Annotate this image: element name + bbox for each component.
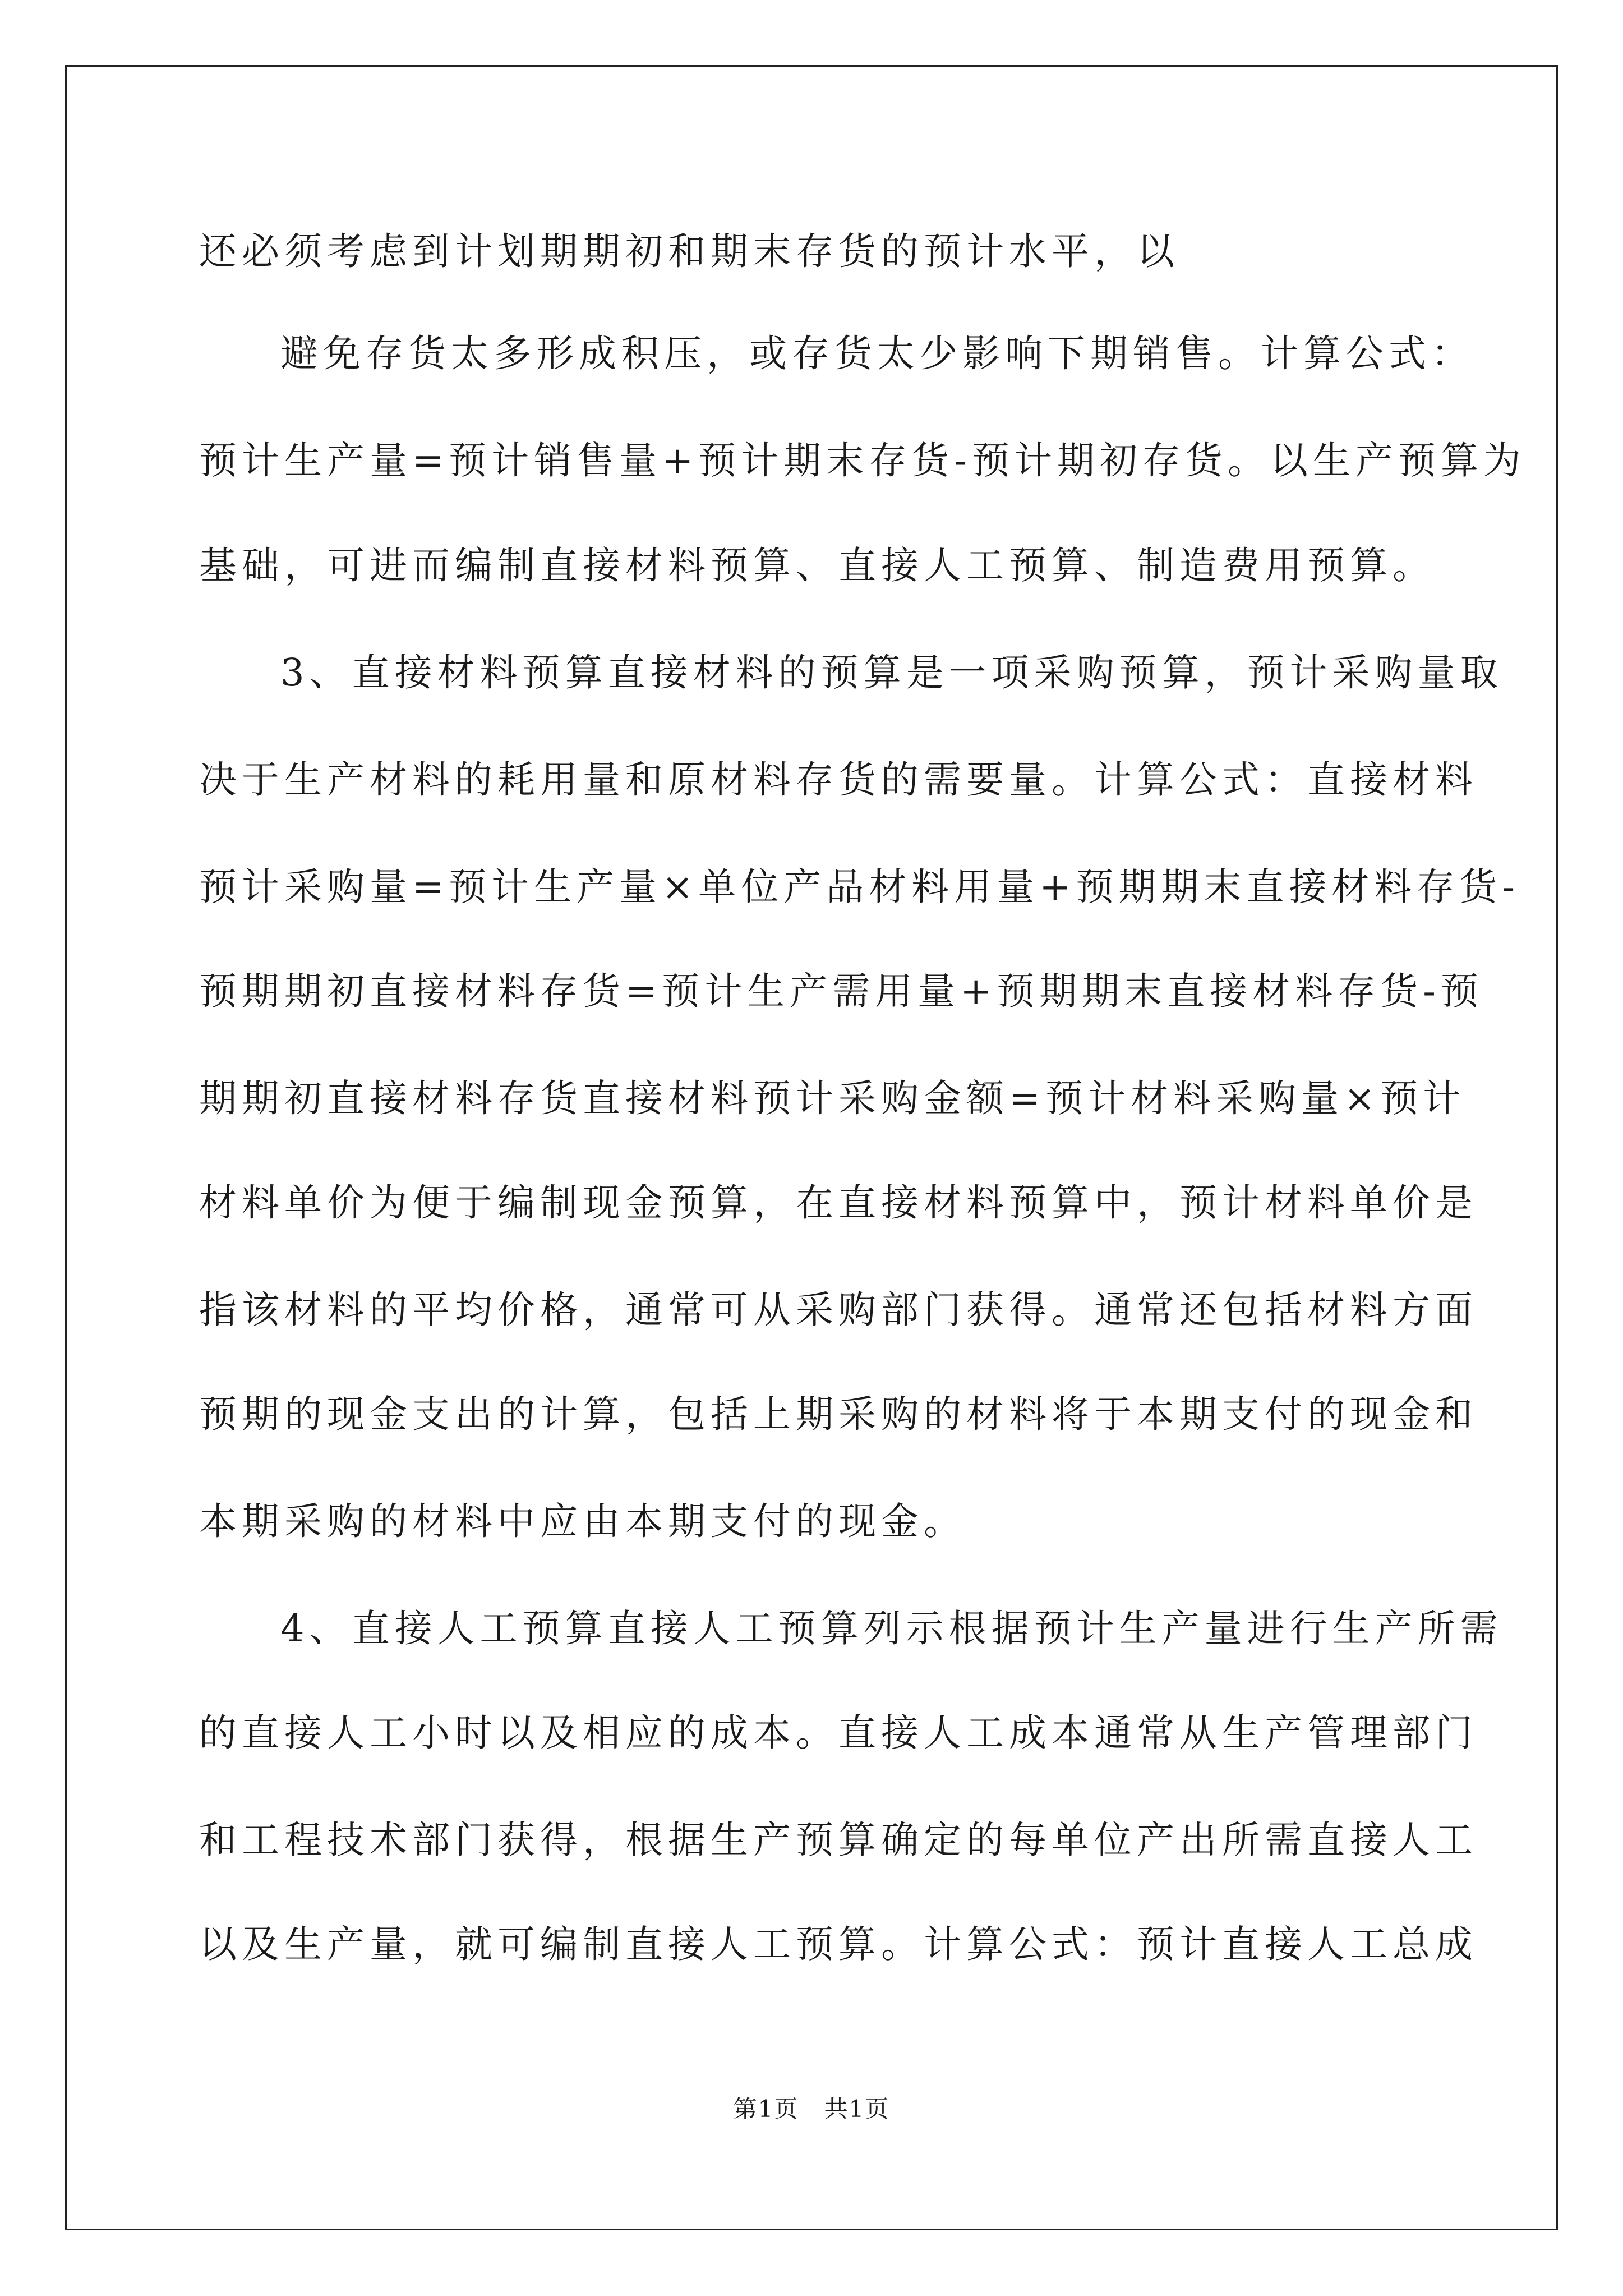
text-line: 决于生产材料的耗用量和原材料存货的需要量。计算公式：直接材料 [199, 758, 1478, 802]
text-line: 3、直接材料预算直接材料的预算是一项采购预算，预计采购量取 [280, 651, 1503, 694]
text-line: 材料单价为便于编制现金预算，在直接材料预算中，预计材料单价是 [199, 1181, 1478, 1225]
text-line: 的直接人工小时以及相应的成本。直接人工成本通常从生产管理部门 [199, 1711, 1478, 1755]
text-line: 还必须考虑到计划期期初和期末存货的预计水平，以 [199, 229, 1179, 273]
text-line: 避免存货太多形成积压，或存货太少影响下期销售。计算公式： [280, 332, 1474, 375]
text-line: 本期采购的材料中应由本期支付的现金。 [199, 1499, 966, 1543]
text-line: 基础，可进而编制直接材料预算、直接人工预算、制造费用预算。 [199, 544, 1435, 587]
text-line: 预计生产量=预计销售量+预计期末存货-预计期初存货。以生产预算为 [199, 439, 1526, 482]
page-number-footer: 第1页 共1页 [733, 2095, 890, 2123]
text-line: 预计采购量=预计生产量×单位产品材料用量+预期期末直接材料存货- [199, 865, 1520, 909]
text-line: 和工程技术部门获得，根据生产预算确定的每单位产出所需直接人工 [199, 1818, 1478, 1862]
text-line: 4、直接人工预算直接人工预算列示根据预计生产量进行生产所需 [280, 1607, 1503, 1650]
page-border [65, 65, 1558, 2230]
text-line: 期期初直接材料存货直接材料预计采购金额=预计材料采购量×预计 [199, 1076, 1466, 1120]
text-line: 预期期初直接材料存货=预计生产需用量+预期期末直接材料存货-预 [199, 969, 1483, 1013]
text-line: 预期的现金支出的计算，包括上期采购的材料将于本期支付的现金和 [199, 1392, 1478, 1436]
text-line: 指该材料的平均价格，通常可从采购部门获得。通常还包括材料方面 [199, 1288, 1478, 1332]
text-line: 以及生产量，就可编制直接人工预算。计算公式：预计直接人工总成 [199, 1922, 1478, 1966]
